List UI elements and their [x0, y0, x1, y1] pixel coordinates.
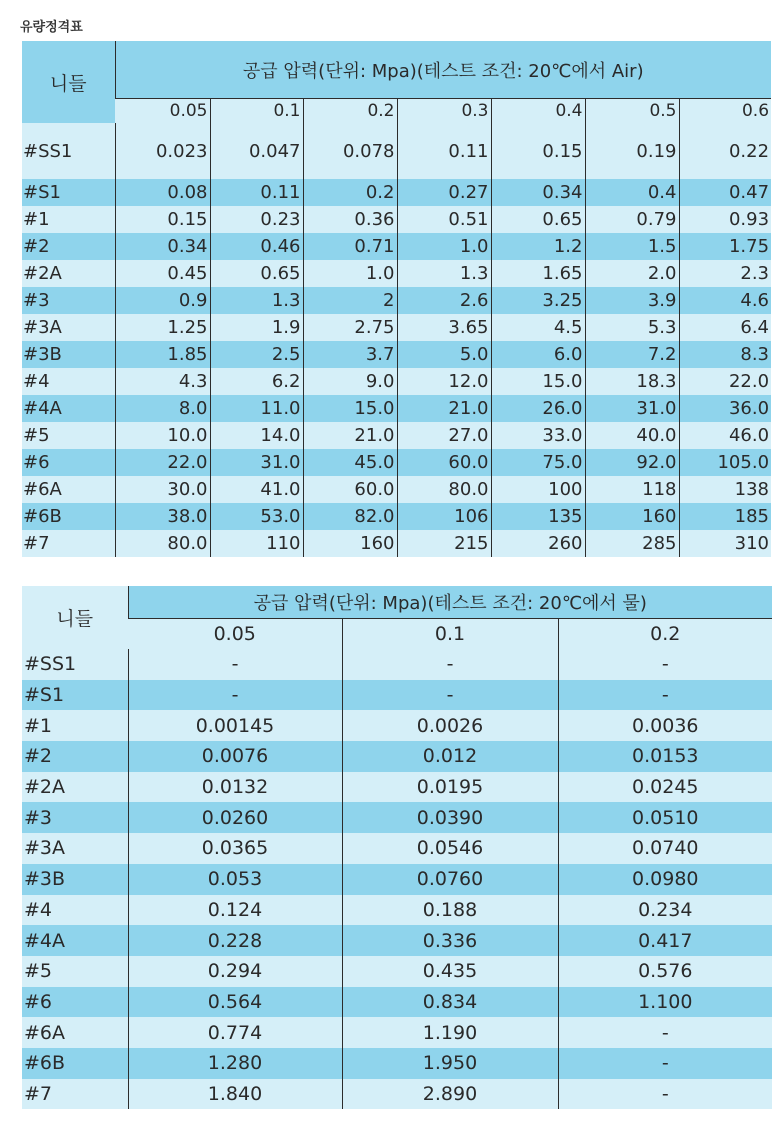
air-flow-value-cell: 1.3	[210, 287, 303, 314]
water-flow-value-cell: 0.294	[128, 956, 342, 987]
air-flow-value-cell: 0.23	[210, 206, 303, 233]
air-table-row	[22, 206, 771, 233]
air-flow-value-cell: 185	[679, 503, 771, 530]
water-table-row	[22, 987, 772, 1018]
air-flow-value-cell: 60.0	[397, 449, 491, 476]
air-pressure-header: 0.3	[397, 99, 491, 124]
water-flow-value-cell: 1.950	[342, 1048, 558, 1079]
water-flow-value-cell: -	[342, 680, 558, 711]
water-needle-cell: #6B	[24, 1052, 66, 1075]
air-flow-value-cell: 7.2	[585, 341, 679, 368]
water-needle-cell: #6	[24, 990, 53, 1013]
air-flow-value-cell: 8.0	[115, 395, 210, 422]
air-flow-value-cell: 11.0	[210, 395, 303, 422]
air-flow-value-cell: 1.65	[491, 260, 585, 287]
air-flow-value-cell: 1.0	[397, 233, 491, 260]
water-needle-cell: #3	[24, 806, 53, 829]
air-flow-value-cell: 160	[585, 503, 679, 530]
water-pressure-header: 0.2	[558, 619, 772, 650]
water-flow-value-cell: -	[342, 649, 558, 680]
air-needle-cell: #4A	[23, 398, 62, 419]
air-flow-value-cell: 0.79	[585, 206, 679, 233]
water-table-row	[22, 1079, 772, 1110]
air-flow-value-cell: 53.0	[210, 503, 303, 530]
water-flow-value-cell: 0.564	[128, 987, 342, 1018]
air-needle-cell: #4	[23, 371, 50, 392]
air-flow-value-cell: 36.0	[679, 395, 771, 422]
air-flow-value-cell: 0.47	[679, 179, 771, 206]
air-flow-value-cell: 0.15	[491, 123, 585, 179]
water-flow-value-cell: 0.228	[128, 925, 342, 956]
water-needle-cell: #3B	[24, 868, 66, 891]
air-flow-value-cell: 6.4	[679, 314, 771, 341]
air-flow-value-cell: 2.5	[210, 341, 303, 368]
air-flow-value-cell: 1.3	[397, 260, 491, 287]
water-needle-cell: #2	[24, 745, 53, 768]
air-flow-value-cell: 0.15	[115, 206, 210, 233]
water-needle-header: 니들	[22, 586, 128, 649]
water-needle-cell: #5	[24, 960, 53, 983]
water-flow-value-cell: 1.840	[128, 1079, 342, 1110]
air-flow-value-cell: 2	[303, 287, 397, 314]
air-table-row	[22, 260, 771, 287]
water-table-row	[22, 802, 772, 833]
air-needle-cell: #3	[23, 290, 50, 311]
water-table-row	[22, 649, 772, 680]
air-flow-value-cell: 0.71	[303, 233, 397, 260]
water-flow-table	[22, 586, 772, 1109]
water-flow-value-cell: 0.0132	[128, 772, 342, 803]
air-pressure-header: 0.5	[585, 99, 679, 124]
air-flow-value-cell: 310	[679, 530, 771, 557]
air-flow-value-cell: 80.0	[115, 530, 210, 557]
water-table-row	[22, 925, 772, 956]
water-pressure-caption: 공급 압력(단위: Mpa)(테스트 조건: 20℃에서 물)	[128, 586, 772, 619]
air-table-row	[22, 233, 771, 260]
air-flow-value-cell: 3.7	[303, 341, 397, 368]
air-flow-value-cell: 3.9	[585, 287, 679, 314]
water-table-row	[22, 680, 772, 711]
air-table-row	[22, 287, 771, 314]
air-flow-value-cell: 118	[585, 476, 679, 503]
water-flow-value-cell: 0.417	[558, 925, 772, 956]
air-flow-value-cell: 41.0	[210, 476, 303, 503]
air-flow-value-cell: 0.11	[397, 123, 491, 179]
air-flow-value-cell: 260	[491, 530, 585, 557]
air-flow-value-cell: 22.0	[115, 449, 210, 476]
air-flow-value-cell: 4.3	[115, 368, 210, 395]
air-flow-value-cell: 92.0	[585, 449, 679, 476]
water-flow-value-cell: 0.188	[342, 895, 558, 926]
water-needle-cell: #3A	[24, 837, 66, 860]
air-flow-value-cell: 82.0	[303, 503, 397, 530]
water-flow-value-cell: 0.0260	[128, 802, 342, 833]
air-flow-value-cell: 0.65	[210, 260, 303, 287]
air-table-row	[22, 422, 771, 449]
air-flow-value-cell: 14.0	[210, 422, 303, 449]
air-flow-value-cell: 0.65	[491, 206, 585, 233]
air-pressure-caption: 공급 압력(단위: Mpa)(테스트 조건: 20℃에서 Air)	[115, 41, 771, 99]
air-flow-value-cell: 30.0	[115, 476, 210, 503]
air-flow-value-cell: 12.0	[397, 368, 491, 395]
air-flow-value-cell: 45.0	[303, 449, 397, 476]
water-flow-value-cell: 1.190	[342, 1017, 558, 1048]
water-flow-value-cell: 0.0153	[558, 741, 772, 772]
air-flow-value-cell: 138	[679, 476, 771, 503]
water-table-row	[22, 710, 772, 741]
air-needle-cell: #2A	[23, 263, 62, 284]
air-flow-value-cell: 2.0	[585, 260, 679, 287]
water-table-row	[22, 895, 772, 926]
water-flow-value-cell: -	[128, 649, 342, 680]
air-needle-header: 니들	[22, 41, 115, 123]
water-flow-value-cell: 0.0546	[342, 833, 558, 864]
air-table-row	[22, 503, 771, 530]
air-pressure-header: 0.05	[115, 99, 210, 124]
air-needle-cell: #1	[23, 209, 50, 230]
air-flow-value-cell: 0.08	[115, 179, 210, 206]
water-needle-cell: #2A	[24, 776, 66, 799]
air-flow-value-cell: 1.0	[303, 260, 397, 287]
water-flow-value-cell: 0.0026	[342, 710, 558, 741]
air-flow-value-cell: 1.85	[115, 341, 210, 368]
air-flow-value-cell: 33.0	[491, 422, 585, 449]
air-table-row	[22, 341, 771, 368]
air-flow-value-cell: 18.3	[585, 368, 679, 395]
air-flow-value-cell: 1.75	[679, 233, 771, 260]
air-flow-value-cell: 8.3	[679, 341, 771, 368]
water-flow-value-cell: 0.0390	[342, 802, 558, 833]
water-flow-value-cell: 0.124	[128, 895, 342, 926]
air-flow-value-cell: 100	[491, 476, 585, 503]
water-flow-value-cell: 0.0740	[558, 833, 772, 864]
air-table-row	[22, 314, 771, 341]
air-flow-value-cell: 0.2	[303, 179, 397, 206]
water-needle-cell: #7	[24, 1082, 53, 1105]
water-pressure-header: 0.05	[128, 619, 342, 650]
air-needle-cell: #2	[23, 236, 50, 257]
water-flow-value-cell: 0.053	[128, 864, 342, 895]
air-pressure-header-row	[22, 99, 771, 124]
air-flow-value-cell: 0.46	[210, 233, 303, 260]
water-flow-value-cell: 0.0245	[558, 772, 772, 803]
water-flow-value-cell: 0.774	[128, 1017, 342, 1048]
air-flow-value-cell: 80.0	[397, 476, 491, 503]
air-flow-value-cell: 0.9	[115, 287, 210, 314]
water-flow-value-cell: -	[558, 649, 772, 680]
air-table-row	[22, 449, 771, 476]
air-flow-value-cell: 75.0	[491, 449, 585, 476]
air-needle-cell: #S1	[23, 182, 61, 203]
air-flow-value-cell: 0.22	[679, 123, 771, 179]
air-flow-value-cell: 38.0	[115, 503, 210, 530]
air-flow-value-cell: 5.0	[397, 341, 491, 368]
air-flow-value-cell: 5.3	[585, 314, 679, 341]
air-flow-value-cell: 4.5	[491, 314, 585, 341]
water-flow-value-cell: -	[558, 1017, 772, 1048]
air-flow-value-cell: 3.25	[491, 287, 585, 314]
air-flow-value-cell: 160	[303, 530, 397, 557]
air-needle-cell: #5	[23, 425, 50, 446]
water-flow-value-cell: 0.336	[342, 925, 558, 956]
air-table-row	[22, 179, 771, 206]
water-table-row	[22, 864, 772, 895]
water-flow-value-cell: -	[128, 680, 342, 711]
water-table-row	[22, 1048, 772, 1079]
air-flow-value-cell: 10.0	[115, 422, 210, 449]
air-flow-value-cell: 110	[210, 530, 303, 557]
air-flow-value-cell: 21.0	[303, 422, 397, 449]
air-table-row	[22, 395, 771, 422]
air-flow-value-cell: 0.27	[397, 179, 491, 206]
air-flow-table	[22, 41, 771, 557]
air-flow-value-cell: 6.2	[210, 368, 303, 395]
water-pressure-header-row	[22, 619, 772, 650]
air-needle-cell: #7	[23, 533, 50, 554]
air-flow-value-cell: 2.3	[679, 260, 771, 287]
air-flow-value-cell: 60.0	[303, 476, 397, 503]
water-flow-value-cell: -	[558, 1079, 772, 1110]
water-flow-value-cell: 0.435	[342, 956, 558, 987]
air-table-row	[22, 368, 771, 395]
water-flow-value-cell: 0.0510	[558, 802, 772, 833]
air-flow-value-cell: 135	[491, 503, 585, 530]
water-flow-value-cell: 0.0195	[342, 772, 558, 803]
air-table-row	[22, 123, 771, 179]
water-flow-value-cell: 0.0980	[558, 864, 772, 895]
air-needle-cell: #6	[23, 452, 50, 473]
air-flow-value-cell: 15.0	[491, 368, 585, 395]
water-pressure-header: 0.1	[342, 619, 558, 650]
air-flow-value-cell: 2.6	[397, 287, 491, 314]
water-flow-value-cell: 1.280	[128, 1048, 342, 1079]
water-flow-value-cell: 2.890	[342, 1079, 558, 1110]
air-pressure-header: 0.2	[303, 99, 397, 124]
air-flow-value-cell: 4.6	[679, 287, 771, 314]
air-flow-value-cell: 0.023	[115, 123, 210, 179]
air-flow-value-cell: 0.078	[303, 123, 397, 179]
water-needle-cell: #1	[24, 714, 53, 737]
air-flow-value-cell: 285	[585, 530, 679, 557]
water-flow-value-cell: 0.234	[558, 895, 772, 926]
air-flow-value-cell: 40.0	[585, 422, 679, 449]
air-flow-value-cell: 105.0	[679, 449, 771, 476]
air-needle-cell: #3A	[23, 317, 62, 338]
water-needle-cell: #6A	[24, 1021, 66, 1044]
air-flow-value-cell: 1.9	[210, 314, 303, 341]
air-flow-value-cell: 0.047	[210, 123, 303, 179]
air-flow-value-cell: 0.45	[115, 260, 210, 287]
air-table-row	[22, 476, 771, 503]
air-flow-value-cell: 0.93	[679, 206, 771, 233]
air-flow-value-cell: 215	[397, 530, 491, 557]
air-needle-cell: #3B	[23, 344, 62, 365]
air-flow-value-cell: 0.51	[397, 206, 491, 233]
water-flow-value-cell: 0.012	[342, 741, 558, 772]
air-table-row	[22, 530, 771, 557]
air-flow-value-cell: 27.0	[397, 422, 491, 449]
air-flow-value-cell: 31.0	[585, 395, 679, 422]
air-flow-value-cell: 26.0	[491, 395, 585, 422]
air-flow-value-cell: 0.4	[585, 179, 679, 206]
water-flow-value-cell: 0.0760	[342, 864, 558, 895]
water-needle-cell: #SS1	[24, 653, 77, 676]
water-needle-cell: #4	[24, 898, 53, 921]
air-flow-value-cell: 0.19	[585, 123, 679, 179]
water-table-row	[22, 741, 772, 772]
air-needle-cell: #SS1	[23, 140, 73, 162]
air-flow-value-cell: 1.25	[115, 314, 210, 341]
air-flow-value-cell: 106	[397, 503, 491, 530]
water-table-row	[22, 833, 772, 864]
air-needle-cell: #6B	[23, 506, 62, 527]
air-flow-value-cell: 31.0	[210, 449, 303, 476]
water-flow-value-cell: 0.00145	[128, 710, 342, 741]
air-pressure-header: 0.4	[491, 99, 585, 124]
air-pressure-header: 0.6	[679, 99, 771, 124]
water-flow-value-cell: -	[558, 680, 772, 711]
water-flow-value-cell: 0.576	[558, 956, 772, 987]
air-flow-value-cell: 0.34	[491, 179, 585, 206]
air-flow-value-cell: 1.2	[491, 233, 585, 260]
air-flow-value-cell: 46.0	[679, 422, 771, 449]
air-flow-value-cell: 2.75	[303, 314, 397, 341]
water-flow-value-cell: 0.834	[342, 987, 558, 1018]
water-flow-value-cell: 1.100	[558, 987, 772, 1018]
water-flow-value-cell: 0.0365	[128, 833, 342, 864]
water-needle-cell: #4A	[24, 929, 66, 952]
air-flow-value-cell: 0.36	[303, 206, 397, 233]
air-flow-value-cell: 6.0	[491, 341, 585, 368]
air-flow-value-cell: 9.0	[303, 368, 397, 395]
water-table-row	[22, 956, 772, 987]
page-title: 유량정격표	[20, 20, 83, 35]
air-flow-value-cell: 0.11	[210, 179, 303, 206]
air-flow-value-cell: 15.0	[303, 395, 397, 422]
water-flow-value-cell: 0.0036	[558, 710, 772, 741]
air-pressure-header: 0.1	[210, 99, 303, 124]
air-flow-value-cell: 22.0	[679, 368, 771, 395]
air-flow-value-cell: 3.65	[397, 314, 491, 341]
water-flow-value-cell: -	[558, 1048, 772, 1079]
air-flow-value-cell: 0.34	[115, 233, 210, 260]
water-table-row	[22, 772, 772, 803]
water-needle-cell: #S1	[24, 684, 65, 707]
air-needle-cell: #6A	[23, 479, 62, 500]
air-flow-value-cell: 1.5	[585, 233, 679, 260]
water-table-row	[22, 1017, 772, 1048]
water-flow-value-cell: 0.0076	[128, 741, 342, 772]
air-flow-value-cell: 21.0	[397, 395, 491, 422]
